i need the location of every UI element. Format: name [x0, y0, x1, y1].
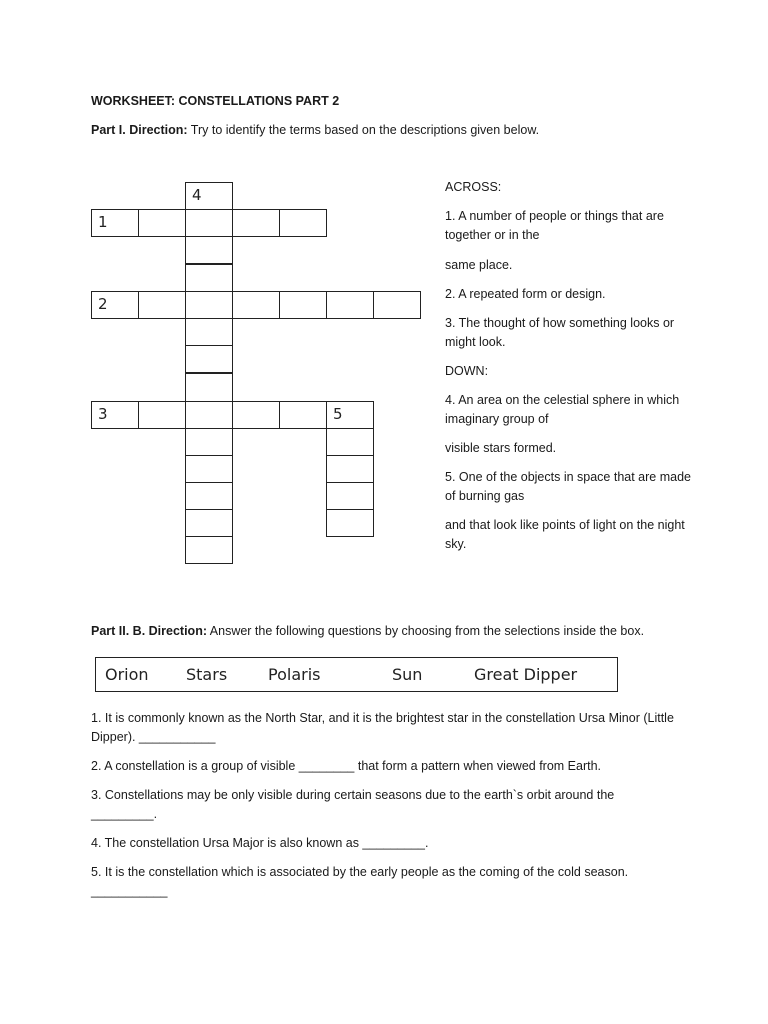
- crossword-cell[interactable]: [279, 209, 327, 237]
- question-2: 2. A constellation is a group of visible ________ that form a pattern when viewed from Earth.: [91, 759, 602, 773]
- part1-label: Part I. Direction:: [91, 123, 188, 137]
- crossword-cell[interactable]: [185, 428, 233, 456]
- crossword-cell[interactable]: [185, 182, 233, 210]
- part2-text: Answer the following questions by choosing from the selections inside the box.: [207, 624, 645, 638]
- crossword-cell[interactable]: [373, 291, 421, 319]
- clue-across-1: 1. A number of people or things that are together or in the: [445, 209, 664, 242]
- crossword-cell[interactable]: [91, 401, 139, 429]
- crossword-cell[interactable]: [185, 373, 233, 402]
- question-5: 5. It is the constellation which is associated by the early people as the coming of the cold season. ___________: [91, 865, 629, 898]
- clue-across-1-cont: same place.: [445, 258, 513, 272]
- part1-text: Try to identify the terms based on the descriptions given below.: [187, 123, 540, 137]
- crossword-cell[interactable]: [232, 209, 280, 237]
- crossword-cell[interactable]: [138, 401, 186, 429]
- crossword-cell[interactable]: [185, 264, 233, 292]
- crossword-cell[interactable]: [185, 455, 233, 483]
- clue-down-4-cont: visible stars formed.: [445, 441, 557, 455]
- crossword-cell[interactable]: [138, 209, 186, 237]
- crossword-cell[interactable]: [138, 291, 186, 319]
- question-3: 3. Constellations may be only visible during certain seasons due to the earth`s orbit around the _________.: [91, 788, 615, 821]
- part2-direction: [91, 622, 644, 641]
- across-heading: ACROSS:: [445, 180, 502, 194]
- crossword-cell[interactable]: [279, 291, 327, 319]
- clue-across-3: 3. The thought of how something looks or might look.: [445, 316, 675, 349]
- clue-number-5: 5: [333, 405, 343, 423]
- clue-across-2: 2. A repeated form or design.: [445, 287, 606, 301]
- crossword-cell[interactable]: [326, 428, 374, 456]
- choice-polaris: Polaris: [268, 665, 321, 684]
- crossword-cell[interactable]: [326, 482, 374, 510]
- crossword-cell[interactable]: [232, 401, 280, 429]
- crossword-cell[interactable]: [185, 236, 233, 264]
- choice-sun: Sun: [392, 665, 423, 684]
- clue-number-1: 1: [98, 213, 108, 231]
- crossword-cell[interactable]: [185, 345, 233, 373]
- crossword-cell[interactable]: [185, 291, 233, 319]
- clue-number-2: 2: [98, 295, 108, 313]
- down-heading: DOWN:: [445, 364, 489, 378]
- worksheet-title: WORKSHEET: CONSTELLATIONS PART 2: [91, 94, 340, 108]
- crossword-cell[interactable]: [326, 455, 374, 483]
- word-choices-box: [95, 657, 618, 692]
- question-4: 4. The constellation Ursa Major is also known as _________.: [91, 836, 429, 850]
- crossword-clues: [445, 178, 695, 554]
- question-1: 1. It is commonly known as the North Star, and it is the brightest star in the constellation Ursa Minor (Little Dipper). ___________: [91, 711, 674, 744]
- crossword-cell[interactable]: [185, 401, 233, 429]
- choice-orion: Orion: [105, 665, 149, 684]
- clue-down-5: 5. One of the objects in space that are made of burning gas: [445, 470, 691, 503]
- clue-down-4: 4. An area on the celestial sphere in which imaginary group of: [445, 393, 680, 426]
- choice-stars: Stars: [186, 665, 228, 684]
- crossword-cell[interactable]: [185, 318, 233, 346]
- crossword-cell[interactable]: [326, 291, 374, 319]
- clue-down-5-cont: and that look like points of light on the night sky.: [445, 518, 685, 551]
- crossword-cell[interactable]: [326, 401, 374, 429]
- clue-number-3: 3: [98, 405, 108, 423]
- clue-number-4: 4: [192, 186, 202, 204]
- crossword-cell[interactable]: [185, 509, 233, 537]
- crossword-cell[interactable]: [185, 536, 233, 564]
- choice-great-dipper: Great Dipper: [474, 665, 578, 684]
- crossword-cell[interactable]: [232, 291, 280, 319]
- crossword-cell[interactable]: [91, 291, 139, 319]
- crossword-cell[interactable]: [185, 482, 233, 510]
- crossword-cell[interactable]: [185, 209, 233, 237]
- part2-label: Part II. B. Direction:: [91, 624, 207, 638]
- crossword-cell[interactable]: [91, 209, 139, 237]
- crossword-cell[interactable]: [279, 401, 327, 429]
- crossword-cell[interactable]: [326, 509, 374, 537]
